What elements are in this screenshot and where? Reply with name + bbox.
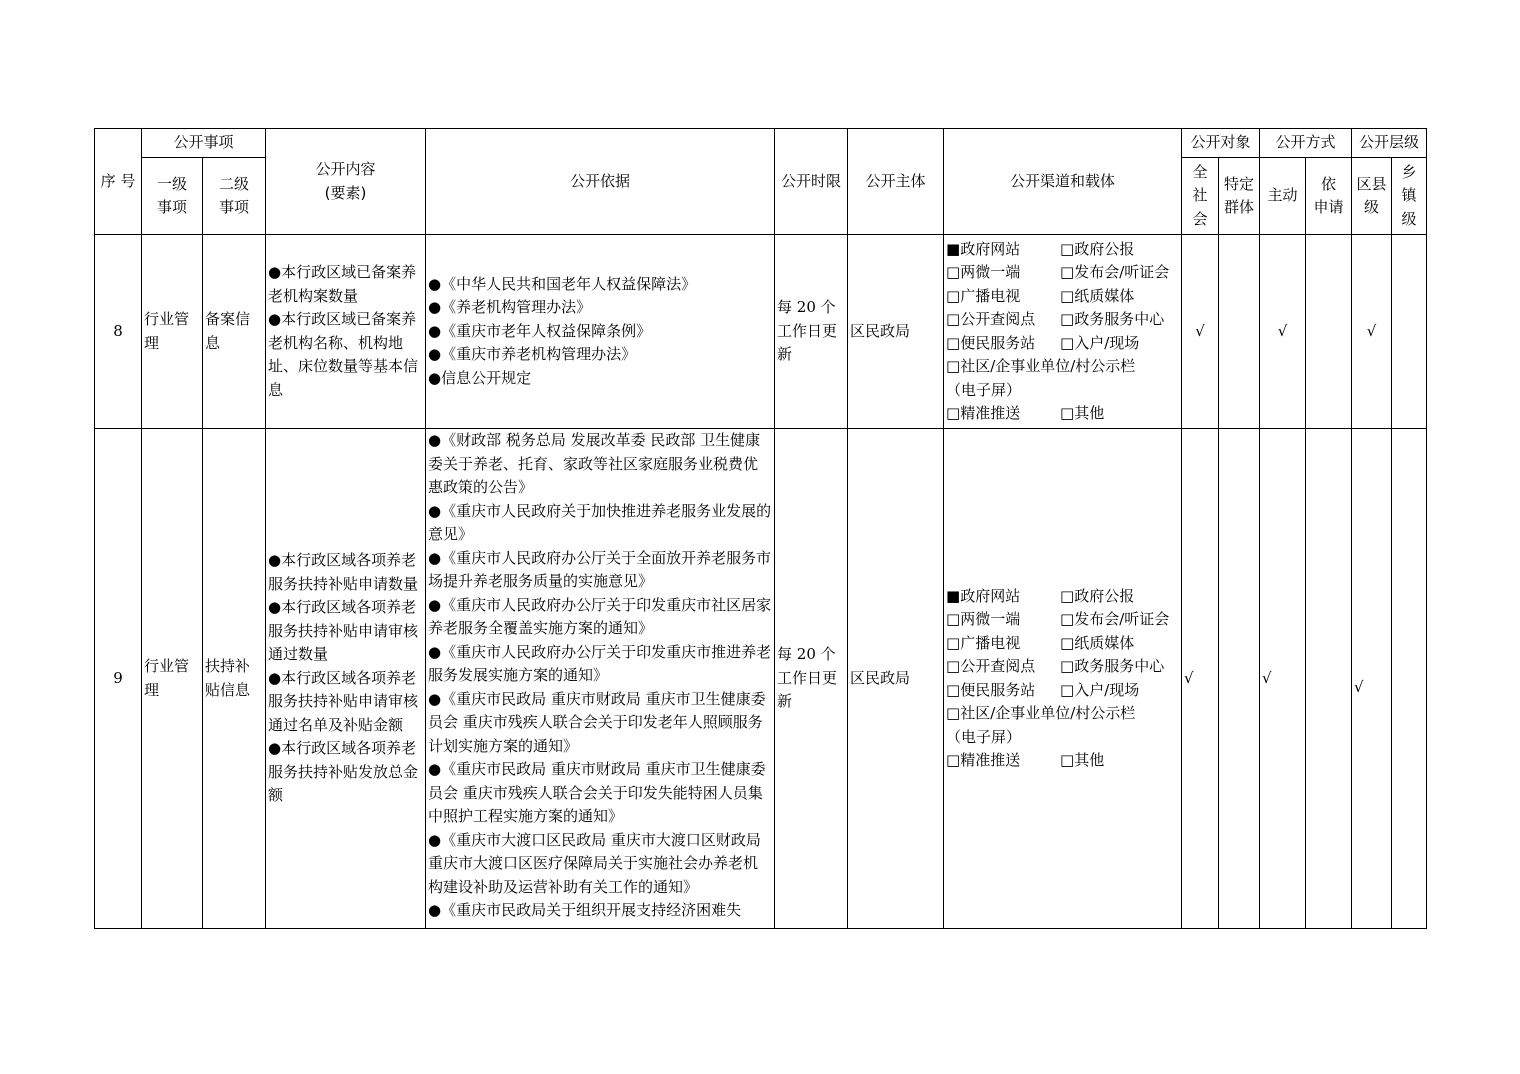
channel-option: □政务服务中心	[1060, 657, 1165, 675]
header-seq: 序 号	[95, 129, 142, 235]
header-row-1	[95, 129, 1427, 158]
channel-option: □政务服务中心	[1060, 310, 1165, 328]
channel-line	[946, 585, 1179, 609]
row-subject: 区民政局	[848, 429, 944, 929]
basis-item: ●《重庆市大渡口区民政局 重庆市大渡口区财政局重庆市大渡口区医疗保障局关于实施社会办养老机构建设补助及运营补助有关工作的通知》	[428, 830, 761, 896]
header-target-specific: 特定 群体	[1219, 158, 1260, 235]
row-level-county-check: √	[1352, 235, 1392, 429]
row-target-all-check: √	[1182, 235, 1219, 429]
row-mode-apply-check	[1306, 235, 1352, 429]
row-level-town-check	[1392, 429, 1427, 929]
basis-item: ●《重庆市养老机构管理办法》	[428, 345, 637, 364]
channel-option: □社区/企事业单位/村公示栏	[946, 704, 1136, 722]
content-item: ●本行政区域各项养老服务扶持补贴申请审核通过数量	[268, 598, 419, 664]
basis-item: ●《重庆市人民政府办公厅关于印发重庆市推进养老服务发展实施方案的通知》	[428, 642, 772, 684]
basis-item: ●《重庆市人民政府关于加快推进养老服务业发展的意见》	[428, 501, 772, 543]
basis-item: ●《重庆市民政局关于组织开展支持经济困难失	[428, 901, 742, 919]
row-level-county-check: √	[1352, 429, 1392, 929]
row-time-limit: 每 20 个工作日更新	[775, 429, 848, 929]
channel-line	[946, 726, 1179, 750]
channel-option: □精准推送	[946, 404, 1021, 422]
header-level-county: 区县 级	[1352, 158, 1392, 235]
channel-line	[946, 285, 1179, 309]
channel-option: □纸质媒体	[1060, 286, 1135, 305]
channel-option: □广播电视	[946, 633, 1021, 652]
basis-item: ●《重庆市人民政府办公厅关于印发重庆市社区居家养老服务全覆盖实施方案的通知》	[428, 595, 772, 637]
basis-item: ●《重庆市老年人权益保障条例》	[428, 321, 652, 340]
row-level2: 备案信息	[203, 235, 266, 429]
channel-option: □入户/现场	[1060, 680, 1140, 699]
row-mode-active-check: √	[1260, 235, 1306, 429]
row-subject: 区民政局	[848, 235, 944, 429]
channel-option: ■政府网站	[946, 239, 1021, 258]
channel-line	[946, 379, 1179, 403]
header-target-all: 全 社 会	[1182, 158, 1219, 235]
channel-option: □政府公报	[1060, 239, 1135, 258]
channel-line	[946, 355, 1179, 379]
row-basis	[426, 429, 775, 929]
channel-line	[946, 238, 1179, 262]
channel-option: □入户/现场	[1060, 333, 1140, 352]
channel-option: （电子屏）	[946, 727, 1022, 746]
header-level-group: 公开层级	[1352, 129, 1427, 158]
channel-option: □公开查阅点	[946, 310, 1036, 328]
basis-item: ●《中华人民共和国老年人权益保障法》	[428, 274, 697, 293]
row-level-town-check	[1392, 235, 1427, 429]
row-seq: 9	[95, 429, 142, 929]
channel-line	[946, 261, 1179, 285]
row-target-specific-check	[1219, 429, 1260, 929]
header-basis: 公开依据	[426, 129, 775, 235]
header-channel: 公开渠道和载体	[944, 129, 1182, 235]
channel-option: □发布会/听证会	[1060, 610, 1170, 628]
channel-option: （电子屏）	[946, 380, 1022, 399]
row-seq: 8	[95, 235, 142, 429]
row-content	[266, 429, 426, 929]
basis-item: ●《财政部 税务总局 发展改革委 民政部 卫生健康委关于养老、托育、家政等社区家庭服务业税费优惠政策的公告》	[428, 431, 761, 496]
channel-option: □其他	[1060, 751, 1105, 769]
channel-option: □便民服务站	[946, 333, 1036, 352]
row-target-specific-check	[1219, 235, 1260, 429]
channel-option: □发布会/听证会	[1060, 263, 1170, 281]
channel-line	[946, 679, 1179, 703]
header-level-town: 乡 镇 级	[1392, 158, 1427, 235]
header-target-group: 公开对象	[1182, 129, 1260, 158]
channel-option: ■政府网站	[946, 586, 1021, 605]
row-channels	[944, 429, 1182, 929]
table-row	[95, 235, 1427, 429]
header-level2: 二级 事项	[203, 158, 266, 235]
header-mode-apply: 依 申请	[1306, 158, 1352, 235]
disclosure-table	[94, 128, 1427, 929]
channel-option: □精准推送	[946, 751, 1021, 769]
channel-line	[946, 749, 1179, 773]
row-time-limit: 每 20 个工作日更新	[775, 235, 848, 429]
channel-line	[946, 655, 1179, 679]
header-items-group: 公开事项	[142, 129, 266, 158]
row-mode-active-check: √	[1260, 429, 1306, 929]
header-level1: 一级 事项	[142, 158, 203, 235]
content-item: ●本行政区域各项养老服务扶持补贴申请数量	[268, 551, 419, 593]
row-level1: 行业管理	[142, 235, 203, 429]
content-item: ●本行政区域各项养老服务扶持补贴申请审核通过名单及补贴金额	[268, 668, 419, 734]
row-level1: 行业管理	[142, 429, 203, 929]
basis-item: ●《重庆市人民政府办公厅关于全面放开养老服务市场提升养老服务质量的实施意见》	[428, 548, 772, 590]
header-subject: 公开主体	[848, 129, 944, 235]
content-item: ●本行政区域已备案养老机构名称、机构地址、床位数量等基本信息	[268, 310, 419, 399]
row-target-all-check: √	[1182, 429, 1219, 929]
basis-item: ●信息公开规定	[428, 368, 532, 387]
table-row	[95, 429, 1427, 929]
channel-option: □两微一端	[946, 610, 1021, 628]
content-item: ●本行政区域各项养老服务扶持补贴发放总金额	[268, 739, 419, 805]
channel-option: □两微一端	[946, 263, 1021, 281]
row-channels	[944, 235, 1182, 429]
row-level2: 扶持补贴信息	[203, 429, 266, 929]
channel-option: □广播电视	[946, 286, 1021, 305]
channel-line	[946, 702, 1179, 726]
basis-item: ●《重庆市民政局 重庆市财政局 重庆市卫生健康委员会 重庆市残疾人联合会关于印发老年人照顾服务计划实施方案的通知》	[428, 689, 766, 755]
channel-option: □社区/企事业单位/村公示栏	[946, 357, 1136, 375]
channel-line	[946, 632, 1179, 656]
channel-option: □其他	[1060, 404, 1105, 422]
channel-line	[946, 402, 1179, 426]
channel-option: □公开查阅点	[946, 657, 1036, 675]
row-content	[266, 235, 426, 429]
row-basis	[426, 235, 775, 429]
basis-item: ●《重庆市民政局 重庆市财政局 重庆市卫生健康委员会 重庆市残疾人联合会关于印发失能特困人员集中照护工程实施方案的通知》	[428, 760, 766, 825]
channel-option: □便民服务站	[946, 680, 1036, 699]
header-time-limit: 公开时限	[775, 129, 848, 235]
header-mode-active: 主动	[1260, 158, 1306, 235]
channel-option: □政府公报	[1060, 586, 1135, 605]
header-content: 公开内容 (要素)	[266, 129, 426, 235]
header-mode-group: 公开方式	[1260, 129, 1352, 158]
channel-line	[946, 308, 1179, 332]
channel-line	[946, 332, 1179, 356]
channel-line	[946, 608, 1179, 632]
basis-item: ●《养老机构管理办法》	[428, 298, 592, 317]
channel-option: □纸质媒体	[1060, 633, 1135, 652]
row-mode-apply-check	[1306, 429, 1352, 929]
content-item: ●本行政区域已备案养老机构案数量	[268, 263, 417, 305]
